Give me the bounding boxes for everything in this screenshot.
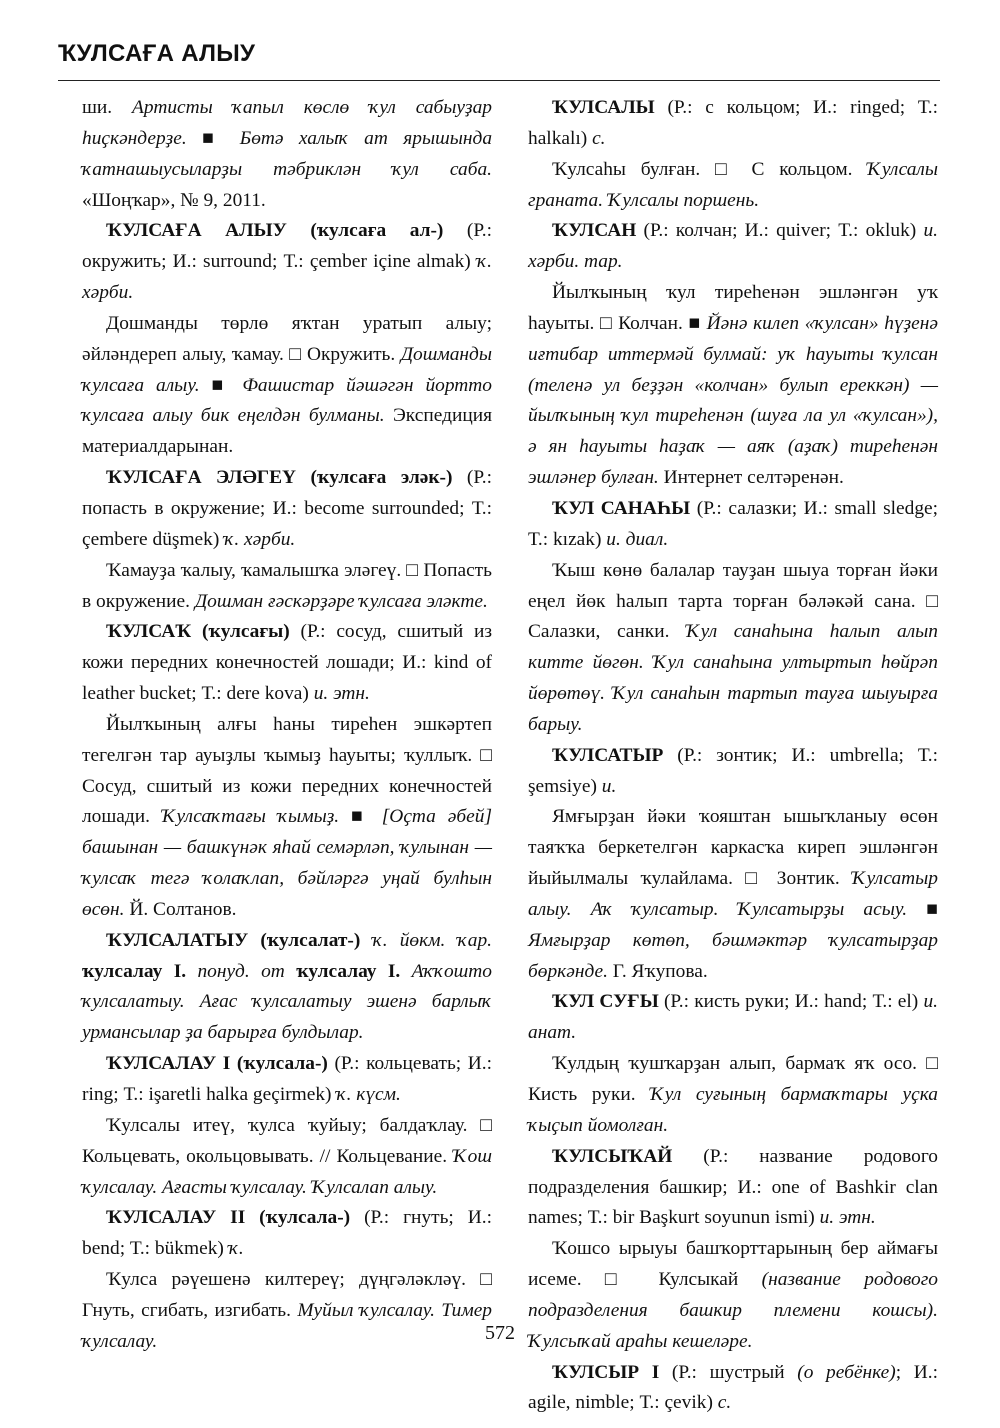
italic-text: Ҡул санаһына һалып алып китте йөгөн. Ҡул санаһына ултыртып һөйрәп йөрөтөү. Ҡул санаһын тартып тауға шыуырға барыу. (528, 621, 939, 735)
entry-paragraph (82, 216, 492, 309)
headword: ҡулсалау I. (296, 960, 412, 982)
headword: ҠУЛСАЛАТЫУ (ҡулсалат-) (106, 929, 361, 951)
body-text: (Р.: гнуть; И.: bend; Т.: bükmek) (82, 1207, 492, 1260)
headword: ҠУЛ САНАҺЫ (552, 497, 691, 519)
italic-text: Аҡҡошто ҡулсалатыу. Ағас ҡулсалатыу эшенә барлыҡ урмансылар ҙа барырға булдылар. (82, 960, 492, 1044)
entry-paragraph (528, 278, 938, 494)
italic-text: [Оҫта әбей] башынан — башкүнәк яһай семәрләп, ҡулынан — ҡулсаҡ тегә ҡолаҡлап, бәйләргә уңай булһын өсөн. (82, 806, 492, 920)
body-text: Г. Яҡупова. (607, 960, 708, 982)
italic-text: Ямғырҙар көтөп, бәшмәктәр ҡулсатырҙар бөркәнде. (528, 929, 938, 982)
italic-text: (о ребёнке) (797, 1361, 896, 1383)
italic-text: понуд. от (197, 960, 297, 982)
entry-paragraph (528, 741, 938, 803)
italic-text: и. этн. (313, 683, 370, 705)
entry-paragraph (528, 93, 938, 155)
body-text: Ҡошсо ырыуы башҡорттарының бер аймағы исеме. □ Кулсыкай (528, 1238, 938, 1291)
body-text: ■ (211, 374, 243, 396)
italic-text: с. (592, 127, 606, 149)
body-text: Й. Солтанов. (124, 898, 237, 920)
body-text: (Р.: салазки; И.: small sledge; Т.: kızak) (528, 497, 939, 550)
headword: ҠУЛСЫҠАЙ (552, 1145, 673, 1167)
italic-text: Фашистар йәшәгән йортто ҡулсаға алыу бик еңелдән булманы. (82, 374, 492, 427)
italic-text: Артисты ҡапыл көслө ҡул сабыуҙар һиҫкәндерҙе. (82, 97, 492, 149)
entry-paragraph (528, 987, 938, 1049)
body-text: «Шоңҡар», № 9, 2011. (82, 189, 266, 211)
italic-text: (название родового подразделения башкир племени кошсы). Ҡулсыҡай араһы кешеләре. (528, 1269, 939, 1352)
italic-text: Ҡулсалы граната. Ҡулсалы поршень. (528, 158, 938, 211)
body-text: (Р.: название родового подразделения башкир; И.: one of Bashkir clan names; Т.: bir Başkurt soyunun ismi) (528, 1145, 938, 1229)
headword: ҠУЛСАҒА АЛЫУ (ҡулсаға ал-) (106, 220, 444, 242)
body-text: ши. (82, 97, 133, 118)
body-text: Ҡыш көнө балалар тауҙан шыуа торған йәки еңел йөк һалып тарта торған бәләкәй сана. □ Салазки, санки. (528, 559, 938, 643)
italic-text: Йәнә килеп «ҡулсан» һүҙенә иғтибар иттермәй булмай: уҡ һауыты ҡулсан (теленә ул беҙҙән «колчан» булып ереккән) — йылҡының ҡул тиреһенән (шуға ла ул «ҡулсан»), ә ян һауыты һаҙаҡ — аяҡ (аҙаҡ) тиреһенән эшләнер булған. (528, 312, 938, 489)
body-text: Ҡулсаһы булған. □ С кольцом. (552, 158, 868, 180)
italic-text: и. анат. (528, 991, 938, 1044)
body-text: Ҡулдың ҡушҡарҙан алып, бармаҡ яҡ осо. □ Кисть руки. (528, 1053, 938, 1105)
entry-paragraph (82, 617, 492, 710)
entry-paragraph (82, 1111, 492, 1204)
italic-text: Дошман ғәскәрҙәре ҡулсаға эләкте. (194, 590, 488, 612)
body-text: (Р.: колчан; И.: quiver; Т.: okluk) (636, 220, 924, 242)
entry-paragraph (82, 93, 492, 216)
entry-paragraph (82, 1049, 492, 1111)
headword: ҠУЛСАҒА ЭЛӘГЕҮ (ҡулсаға эләк-) (106, 467, 453, 489)
headword: ҠУЛСАҠ (ҡулсағы) (106, 621, 290, 643)
body-text: Дошманды төрлө яҡтан уратып алыу; әйләндереп алыу, ҡамау. □ Окружить. (82, 312, 492, 365)
headword: ҠУЛСЫР I (552, 1361, 660, 1383)
italic-text: Ҡул суғының бармаҡтары уҫка ҡыҫып йомолған. (528, 1084, 938, 1136)
body-text: ; И.: agile, nimble; Т.: çevik) (528, 1361, 938, 1414)
italic-text: Муйыл ҡулсалау. Тимер ҡулсалау. (82, 1299, 492, 1352)
italic-text: ҡ. күсм. (336, 1084, 401, 1105)
entry-paragraph (528, 1049, 938, 1142)
italic-text: ҡ. хәрби. (82, 251, 492, 304)
headword: ҡулсалау I. (82, 960, 198, 982)
header-rule (58, 80, 940, 81)
body-text: (Р.: сосуд, сшитый из кожи передних конечностей лошади; И.: kind of leather bucket; Т.: dere kova) (82, 621, 492, 705)
body-text: Йылҡының алғы һаны тиреһен эшкәртеп тегелгән тар ауыҙлы ҡымыҙ һауыты; ҡуллыҡ. □ Сосуд, сшитый из кожи передних конечностей лошади. (82, 713, 492, 828)
right-column (528, 93, 938, 1419)
italic-text: ҡ. йөкм. ҡар. (360, 929, 492, 951)
headword: ҠУЛСАН (552, 220, 637, 242)
italic-text: Дошманды ҡулсаға алыу. (82, 343, 492, 396)
entry-paragraph (528, 1142, 938, 1235)
entry-paragraph (528, 216, 938, 278)
left-column (82, 93, 492, 1358)
italic-text: Ҡулсатыр алыу. Аҡ ҡулсатыр. Ҡулсатырҙы асыу. (528, 868, 938, 920)
headword: ҠУЛСАЛЫ (552, 97, 655, 118)
entry-paragraph (528, 556, 938, 741)
headword: ҠУЛСАЛАУ I (ҡулсала-) (106, 1053, 328, 1075)
italic-text: и. диал. (606, 528, 669, 550)
body-text: (Р.: кольцевать; И.: ring; Т.: işaretli halka geçirmek) (82, 1053, 493, 1105)
headword: ҠУЛСАТЫР (552, 744, 664, 766)
italic-text: Бөтә халыҡ ат ярышында ҡатнашыусыларҙы тәбриклән ҡул саба. (82, 127, 493, 180)
body-text: ■ (351, 806, 382, 828)
italic-text: и. (601, 775, 617, 797)
body-text: (Р.: кисть руки; И.: hand; Т.: el) (658, 991, 924, 1013)
body-text: Йылҡының ҡул тиреһенән эшләнгән уҡ һауыты. □ Колчан. ■ (528, 282, 938, 334)
entry-paragraph (528, 802, 938, 987)
body-text: Экспедиция материалдарынан. (82, 405, 492, 458)
body-text: Интернет селтәренән. (658, 467, 844, 489)
italic-text: и. этн. (819, 1207, 876, 1229)
italic-text: ҡ. хәрби. (224, 528, 296, 550)
body-text: (Р.: с кольцом; И.: ringed; Т.: halkalı) (528, 97, 938, 149)
body-text: ■ (202, 127, 240, 149)
headword: ҠУЛСАЛАУ II (ҡулсала-) (106, 1207, 351, 1229)
page-number: 572 (485, 1322, 515, 1344)
entry-paragraph (82, 926, 492, 1049)
body-text: (Р.: попасть в окружение; И.: become surrounded; Т.: çembere düşmek) (82, 467, 492, 550)
entry-paragraph (528, 1358, 938, 1420)
body-text: ■ (926, 898, 938, 920)
entry-paragraph (82, 556, 492, 618)
italic-text: Ҡулсаҡтағы ҡымыҙ. (161, 806, 352, 828)
body-text: Ҡулса рәүешенә килтереү; дүңгәләкләү. □ Гнуть, сгибать, изгибать. (82, 1269, 492, 1321)
entry-paragraph (82, 710, 492, 926)
entry-paragraph (528, 494, 938, 556)
body-text: (Р.: зонтик; И.: umbrella; Т.: şemsiye) (528, 744, 938, 797)
headword: ҠУЛ СУҒЫ (552, 991, 659, 1013)
body-text: Ҡулсалы итеү, ҡулса ҡуйыу; балдаҡлау. □ Кольцевать, окольцовывать. // Кольцевание. (82, 1114, 492, 1167)
body-text: (Р.: шустрый (659, 1361, 798, 1383)
body-text: Ҡамауҙа ҡалыу, ҡамалышҡа эләгеү. □ Попасть в окружение. (82, 559, 492, 612)
italic-text: ҡ. (228, 1238, 244, 1260)
italic-text: и. хәрби. тар. (528, 220, 938, 273)
running-head: ҠУЛСАҒА АЛЫУ (58, 40, 256, 67)
italic-text: Ҡош ҡулсалау. Ағасты ҡулсалау. Ҡулсалап алыу. (82, 1145, 492, 1198)
entry-paragraph (82, 1203, 492, 1265)
italic-text: с. (717, 1392, 732, 1414)
body-text: (Р.: окружить; И.: surround; Т.: çember içine almak) (82, 220, 492, 273)
entry-paragraph (82, 463, 492, 556)
entry-paragraph (82, 309, 492, 463)
entry-paragraph (528, 155, 938, 217)
body-text: Ямғырҙан йәки ҡояштан ышыҡланыу өсөн таяҡҡа беркетелгән каркасҡа киреп эшләнгән йыйылмалы ҡулайлама. □ Зонтик. (528, 806, 938, 890)
